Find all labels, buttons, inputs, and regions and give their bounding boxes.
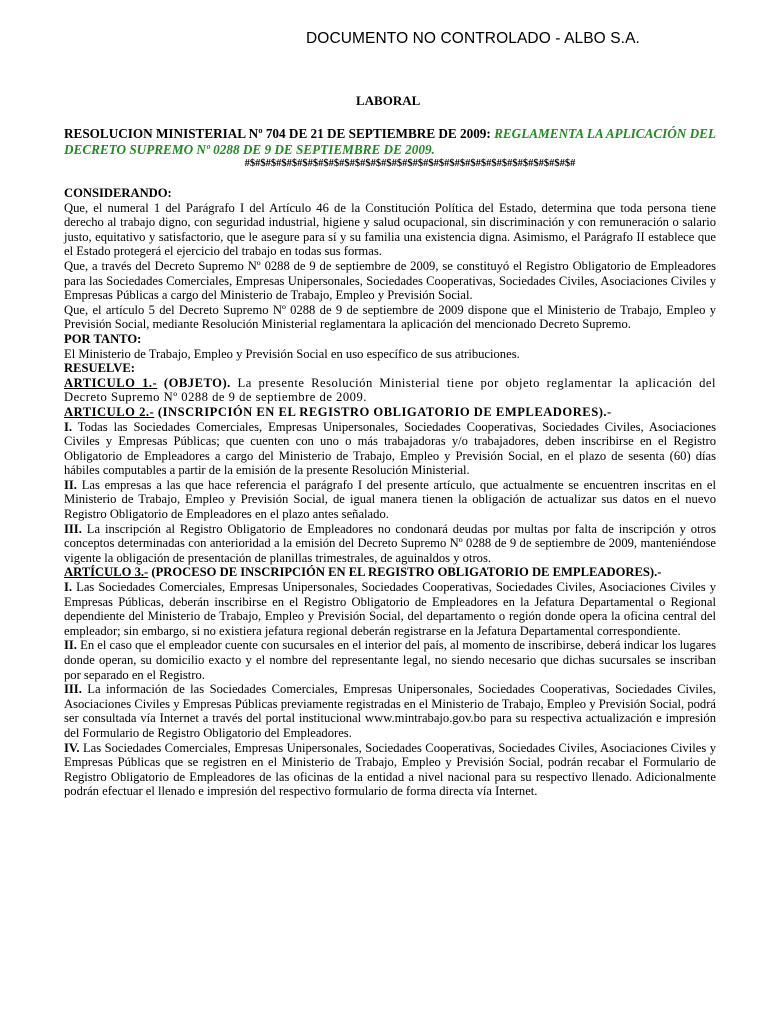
paragraph-text: Todas las Sociedades Comerciales, Empresas Unipersonales, Sociedades Cooperativas, Sociedades Civiles, Asociaciones Civiles y Empresas Públicas; que cuenten con uno o más trabajadoras y/o trabajadores, deben inscribirse en el Registro Obligatorio de Empleadores a cargo del Ministerio de Trabajo, Empleo y Previsión Social, en el plazo de sesenta (60) días hábiles computables a partir de la emisión de la presente Resolución Ministerial. bbox=[64, 419, 716, 478]
paragraph-text: En el caso que el empleador cuente con sucursales en el interior del país, al momento de inscribirse, deberá indicar los lugares donde operan, su domicilio exacto y el nombre del representante legal, no siendo necesario que dichas sucursales se inscriban por separado en el Registro. bbox=[64, 638, 716, 682]
paragraph-text: La inscripción al Registro Obligatorio de Empleadores no condonará deudas por multas por falta de inscripción y otros conceptos determinadas con anterioridad a la emisión del Decreto Supremo Nº 0288 de 9 de septiembre de 2009, manteniéndose vigente la obligación de presentación de planillas trimestrales, de aguinaldos y otros. bbox=[64, 521, 716, 565]
paragraph-text: Las empresas a las que hace referencia el parágrafo I del presente artículo, que actualmente se encuentren inscritas en el Ministerio de Trabajo, Empleo y Previsión Social, de igual manera tienen la obligación de actualizar sus datos en el nuevo Registro Obligatorio de Empleadores en el plazo antes señalado. bbox=[64, 477, 716, 522]
considerando-heading: CONSIDERANDO: bbox=[64, 186, 172, 200]
article-1-title: (OBJETO). bbox=[163, 375, 231, 390]
paragraph-number: II. bbox=[64, 477, 77, 492]
article-3-paragraph-2 bbox=[64, 638, 716, 682]
article-1-label: ARTICULO 1.- bbox=[64, 375, 158, 390]
article-3-paragraph-4 bbox=[64, 741, 716, 799]
paragraph-number: III. bbox=[64, 521, 82, 536]
resuelve-heading: RESUELVE: bbox=[64, 361, 135, 376]
paragraph-text: Las Sociedades Comerciales, Empresas Unipersonales, Sociedades Cooperativas, Sociedades Civiles, Asociaciones Civiles y Empresas Públicas, deberán inscribirse en el Registro Obligatorio de Empleadores en la Jefatura Departamental o Regional dependiente del Ministerio de Trabajo, Empleo y Previsión Social, del departamento o región donde opera la oficina central del empleador; sin embargo, si no existiera jefatura regional deberán registrarse en la Jefatura Departamental correspondiente. bbox=[64, 580, 716, 638]
considerando-paragraph-3: Que, el artículo 5 del Decreto Supremo Nº 0288 de 9 de septiembre de 2009 dispone que el Ministerio de Trabajo, Empleo y Previsión Social, mediante Resolución Ministerial reglamentara la aplicación del mencionado Decreto Supremo. bbox=[64, 302, 716, 332]
article-1 bbox=[64, 376, 716, 405]
category-heading: LABORAL bbox=[356, 93, 421, 108]
article-3-label: ARTÍCULO 3.- bbox=[64, 565, 149, 580]
article-3-title: (PROCESO DE INSCRIPCIÓN EN EL REGISTRO OBLIGATORIO DE EMPLEADORES).- bbox=[151, 565, 662, 580]
por-tanto-heading: POR TANTO: bbox=[64, 331, 142, 346]
spacer bbox=[64, 170, 716, 186]
paragraph-text: La información de las Sociedades Comerciales, Empresas Unipersonales, Sociedades Cooperativas, Sociedades Civiles, Asociaciones Civiles y Empresas Públicas previamente registradas en el Ministerio de Trabajo, Empleo y Previsión Social, podrá ser consultada vía Internet a través del portal institucional www.mintrabajo.gov.bo para su respectiva actualización e impresión del Formulario de Registro Obligatorio del Empleadores. bbox=[64, 682, 716, 740]
article-2-paragraph-3 bbox=[64, 522, 716, 566]
document-body bbox=[64, 126, 716, 799]
article-2-title: (INSCRIPCIÓN EN EL REGISTRO OBLIGATORIO DE EMPLEADORES).- bbox=[157, 404, 612, 419]
document-header: DOCUMENTO NO CONTROLADO - ALBO S.A. bbox=[306, 30, 640, 47]
article-3-paragraph-1 bbox=[64, 580, 716, 638]
separator-line: #$#$#$#$#$#$#$#$#$#$#$#$#$#$#$#$#$#$#$#$#$#$#$#$#$#$#$#$#$#$#$# bbox=[244, 158, 576, 169]
paragraph-text: Las Sociedades Comerciales, Empresas Unipersonales, Sociedades Cooperativas, Sociedades Civiles, Asociaciones Civiles y Empresas Públicas que se registren en el Ministerio de Trabajo, Empleo y Previsión Social, podrán recabar el Formulario de Registro Obligatorio de Empleadores de las oficinas de la entidad a nivel nacional para su respectivo llenado. Adicionalmente podrán efectuar el llenado e impresión del respectivo formulario de forma directa vía Internet. bbox=[64, 740, 716, 799]
por-tanto-text: El Ministerio de Trabajo, Empleo y Previsión Social en uso específico de sus atribuciones. bbox=[64, 346, 520, 361]
article-3-paragraph-3 bbox=[64, 682, 716, 740]
resolution-subject: REGLAMENTA LA APLICACIÓN DEL DECRETO SUPREMO Nº 0288 DE 9 DE SEPTIEMBRE DE 2009. bbox=[64, 126, 717, 157]
paragraph-number: IV. bbox=[64, 740, 80, 755]
paragraph-number: III. bbox=[64, 682, 82, 697]
article-3-heading bbox=[64, 565, 716, 580]
article-2-paragraph-2 bbox=[64, 478, 716, 522]
article-2-heading bbox=[64, 405, 716, 420]
resolution-title bbox=[64, 126, 716, 157]
article-2-label: ARTICULO 2.- bbox=[64, 404, 155, 419]
paragraph-number: I. bbox=[64, 419, 73, 434]
paragraph-number: I. bbox=[64, 580, 73, 595]
article-2-paragraph-1 bbox=[64, 420, 716, 478]
considerando-paragraph-2: Que, a través del Decreto Supremo Nº 0288 de 9 de septiembre de 2009, se constituyó el Registro Obligatorio de Empleadores para las Sociedades Comerciales, Empresas Unipersonales, Sociedades Cooperativas, Sociedades Civiles, Asociaciones Civiles y Empresas Públicas a cargo del Ministerio de Trabajo, Empleo y Previsión Social. bbox=[64, 258, 716, 303]
considerando-paragraph-1: Que, el numeral 1 del Parágrafo I del Artículo 46 de la Constitución Política del Estado, determina que toda persona tiene derecho al trabajo digno, con seguridad industrial, higiene y salud ocupacional, sin discriminación y con remuneración o salario justo, equitativo y satisfactorio, que le asegure para sí y su familia una existencia digna. Asimismo, el Parágrafo II establece que el Estado protegerá el ejercicio del trabajo en todas sus formas. bbox=[64, 200, 716, 259]
resolution-number: RESOLUCION MINISTERIAL Nº 704 DE 21 DE SEPTIEMBRE DE 2009: bbox=[64, 126, 491, 141]
article-1-text: La presente Resolución Ministerial tiene por objeto reglamentar la aplicación del Decreto Supremo Nº 0288 de 9 de septiembre de 2009. bbox=[64, 375, 716, 405]
paragraph-number: II. bbox=[64, 638, 77, 653]
